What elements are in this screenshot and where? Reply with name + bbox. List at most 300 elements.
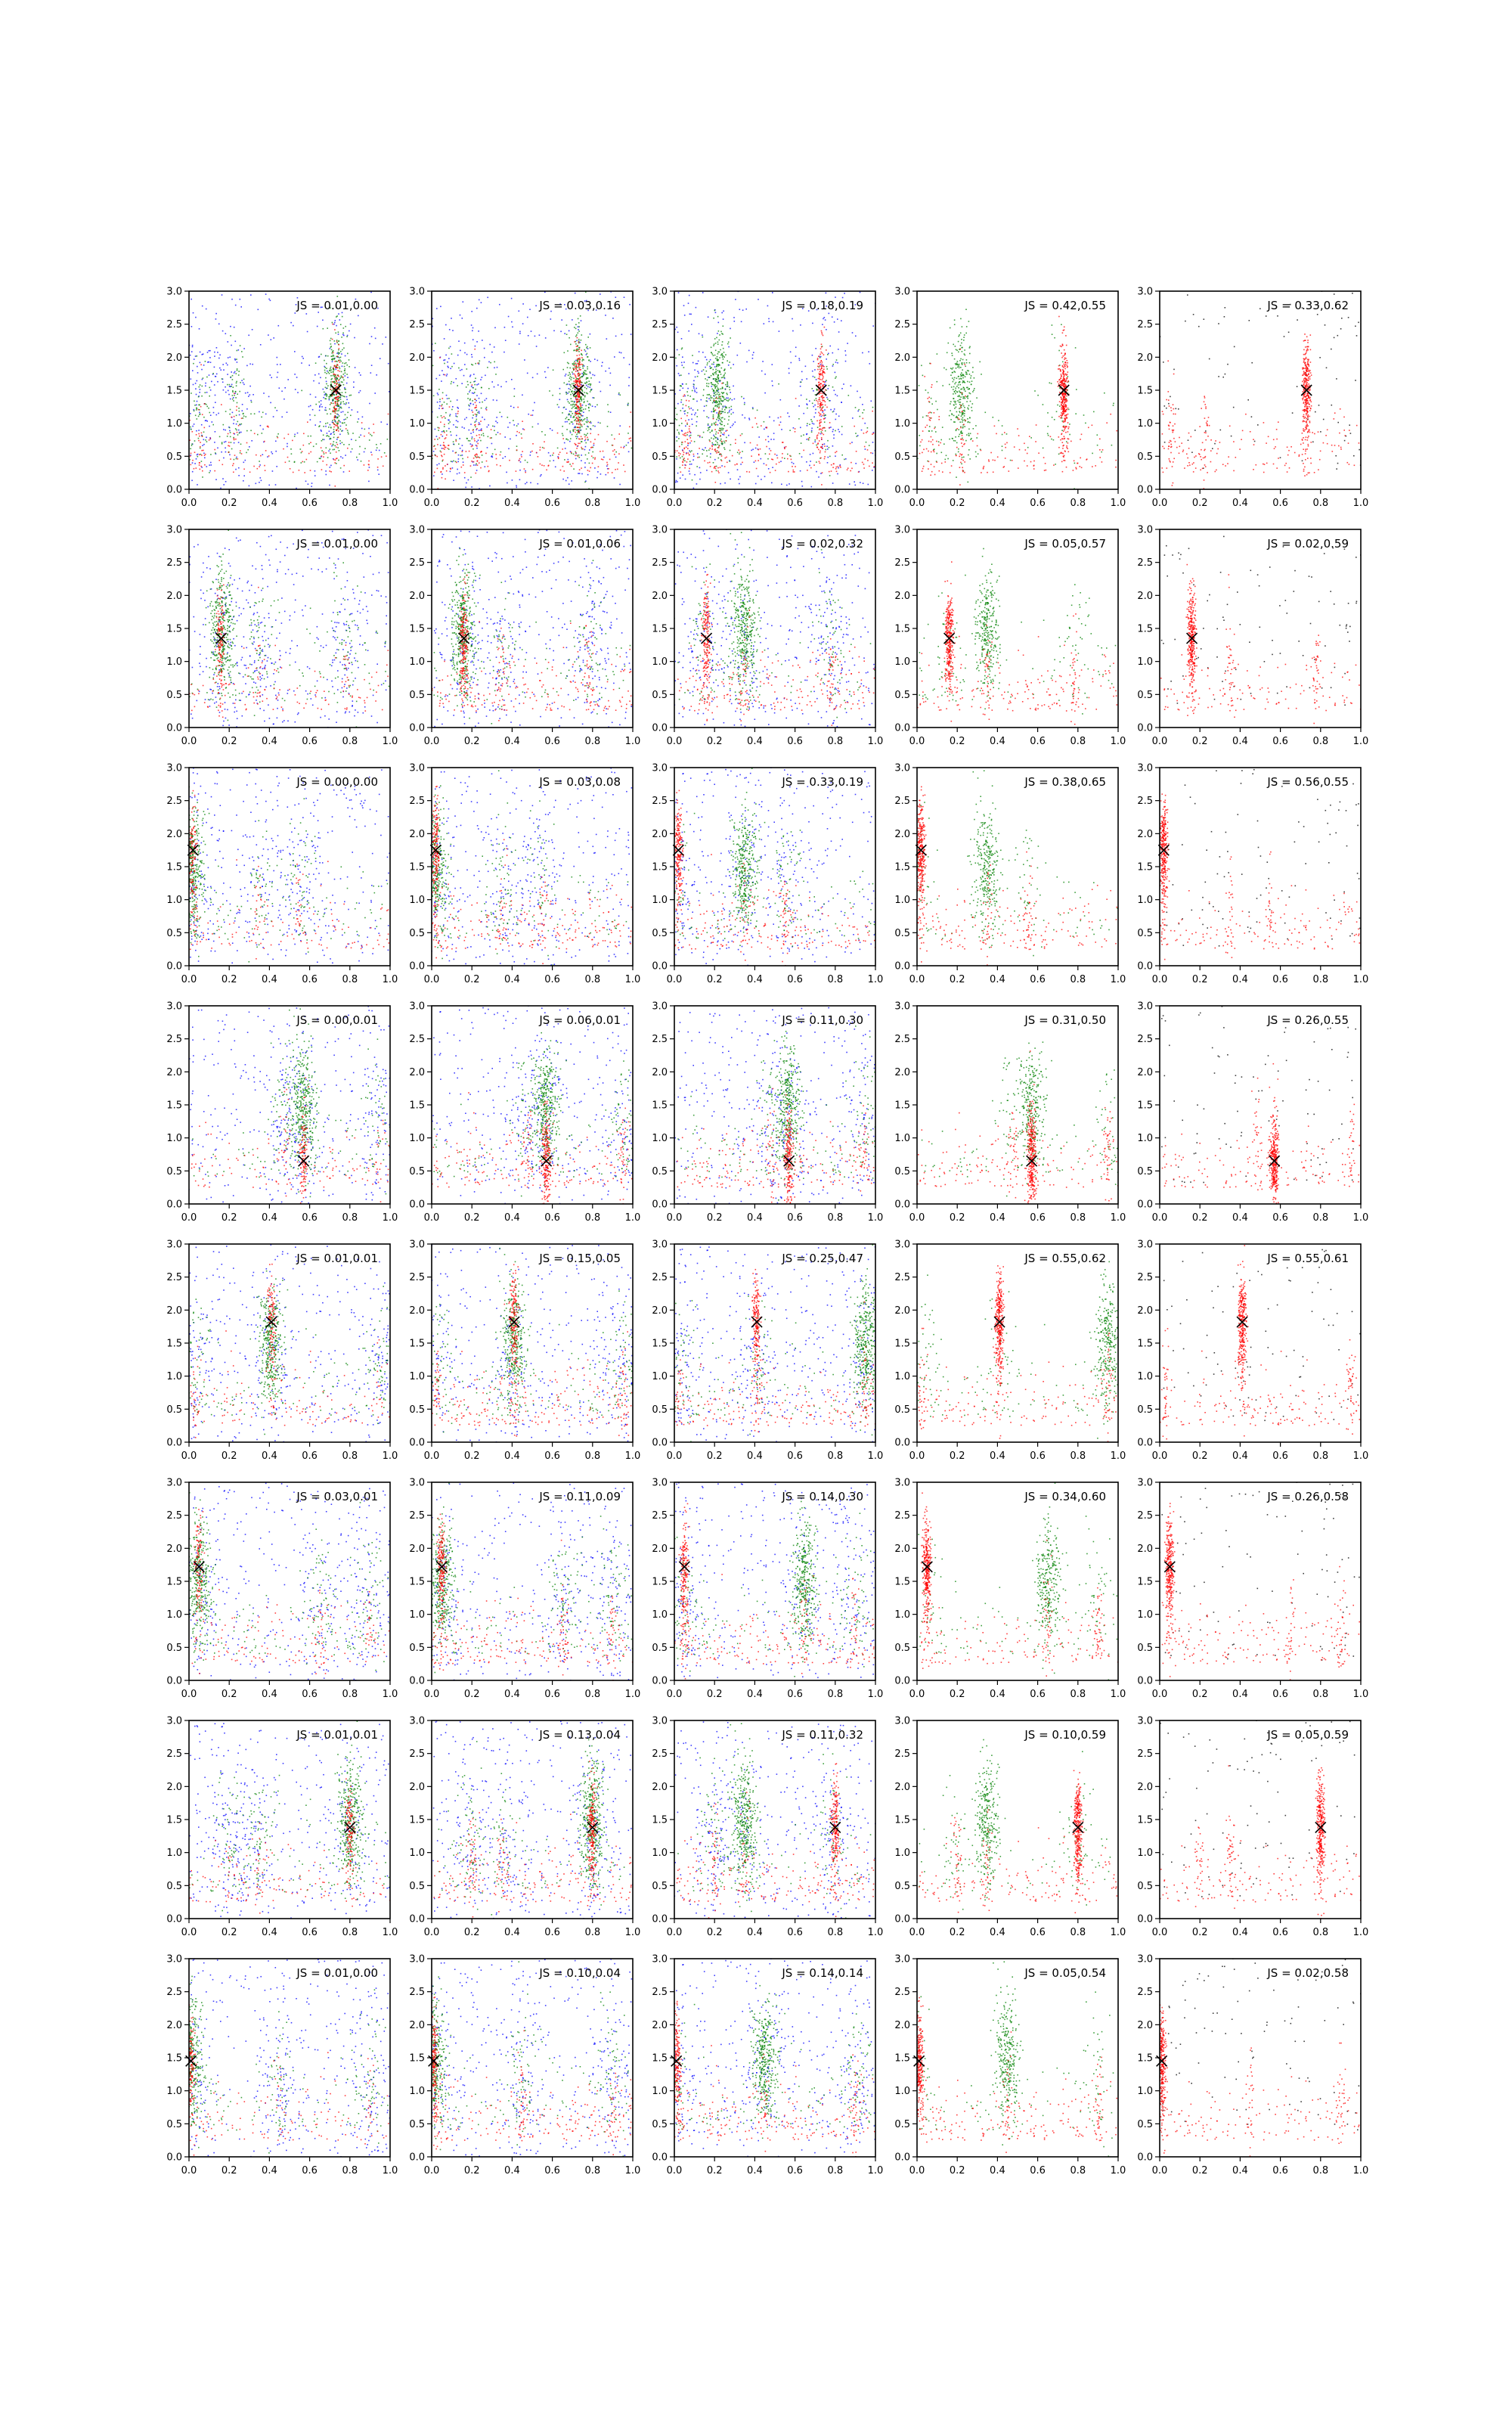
data-point [712,402,714,404]
data-point [579,410,581,411]
data-point [957,417,959,419]
data-point [727,400,728,402]
data-point [803,413,804,414]
data-point [555,467,556,468]
data-point [715,343,717,344]
data-point [720,467,721,468]
data-point [213,412,215,414]
data-point [240,382,241,383]
data-point [815,348,816,349]
data-point [971,380,973,382]
data-point [1064,438,1066,439]
data-point [235,428,237,430]
data-point [594,375,596,377]
data-point [525,472,526,473]
data-point [619,425,621,427]
data-point [832,411,834,413]
data-point [243,480,244,482]
data-point [829,456,831,458]
data-point [969,374,971,375]
data-point [850,470,851,472]
data-point [717,450,718,451]
data-point [820,433,822,435]
data-point [830,409,832,411]
data-point [522,420,523,422]
data-point [844,459,845,461]
data-point [953,401,955,402]
data-point [199,409,200,411]
data-point [801,395,802,396]
data-point [360,390,361,392]
data-point [680,410,682,411]
data-point [720,374,722,375]
data-point [702,334,703,336]
data-point [677,332,679,334]
data-point [772,292,773,293]
data-point [194,409,195,411]
data-point [194,424,195,425]
data-point [690,451,692,453]
data-point [692,424,693,425]
data-point [720,440,721,442]
data-point [1064,374,1065,376]
data-point [725,399,727,400]
data-point [961,416,962,417]
y-tick-label: 3.0 [409,287,425,298]
data-point [437,417,438,418]
data-point [326,381,327,383]
data-point [683,452,685,454]
data-point [820,387,822,389]
data-point [223,389,225,391]
x-tick-label: 0.4 [504,498,520,509]
data-point [584,392,586,393]
data-point [714,388,716,389]
data-point [585,371,587,372]
data-point [575,376,577,377]
data-point [735,421,736,423]
data-point [236,358,237,360]
data-point [349,366,350,368]
data-point [578,419,579,420]
data-point [447,361,448,363]
data-point [702,449,704,451]
data-point [998,420,999,421]
data-point [330,368,331,370]
data-point [277,433,279,435]
data-point [569,372,570,374]
data-point [956,454,957,455]
data-point [587,386,589,388]
data-point [256,455,257,456]
data-point [813,424,815,425]
data-point [816,389,818,391]
data-point [819,378,820,380]
data-point [587,422,588,424]
data-point [964,426,965,427]
data-point [585,344,587,346]
data-point [450,414,451,415]
data-point [260,344,262,346]
data-point [954,383,956,385]
data-point [930,420,931,421]
data-point [570,344,572,346]
data-point [978,453,979,455]
data-point [321,450,323,451]
data-point [968,429,970,430]
data-point [451,461,452,462]
data-point [321,447,322,448]
data-point [773,420,775,422]
data-point [630,438,631,439]
data-point [527,462,528,464]
data-point [549,390,550,392]
data-point [438,427,440,429]
data-point [346,365,348,366]
data-point [958,376,959,377]
data-point [272,453,274,455]
data-point [249,446,250,448]
data-point [594,358,596,360]
data-point [606,474,607,476]
data-point [200,446,201,448]
data-point [582,360,584,361]
data-point [720,414,721,415]
data-point [930,411,931,413]
data-point [343,419,345,420]
data-point [756,468,758,470]
data-point [578,408,579,410]
data-point [822,375,823,377]
data-point [962,394,963,396]
data-point [471,311,472,312]
data-point [687,442,689,444]
data-point [1083,414,1085,416]
data-point [336,315,338,317]
data-point [321,406,323,408]
data-point [960,399,962,400]
data-point [1064,451,1066,452]
data-point [481,430,482,432]
data-point [228,445,229,447]
data-point [332,355,333,357]
data-point [434,472,435,473]
data-point [689,470,690,472]
data-point [192,462,194,464]
data-point [295,389,296,390]
data-point [589,449,590,451]
data-point [956,404,957,405]
x-tick-label: 0.2 [707,498,723,509]
data-point [243,382,244,383]
data-point [718,403,720,405]
data-point [795,428,796,430]
data-point [267,456,268,458]
data-point [798,418,800,420]
data-point [920,442,922,443]
data-point [956,407,957,408]
data-point [959,368,960,369]
data-point [714,366,716,368]
data-point [283,448,284,450]
data-point [445,479,446,480]
data-point [476,448,478,449]
data-point [953,381,954,383]
data-point [723,352,725,353]
data-point [590,467,591,469]
data-point [223,424,225,426]
data-point [581,455,582,456]
data-point [1067,448,1068,449]
data-point [956,447,958,448]
data-point [958,451,959,453]
data-point [336,411,338,412]
data-point [349,444,350,445]
data-point [368,433,370,434]
data-point [330,381,332,383]
data-point [1058,436,1060,438]
data-point [1063,460,1064,461]
data-point [522,395,523,396]
data-point [950,327,951,329]
data-point [1060,371,1061,372]
data-point [342,377,343,378]
data-point [609,368,610,369]
data-point [764,421,765,423]
data-point [574,365,575,366]
data-point [730,427,732,428]
data-point [277,357,278,358]
data-point [689,455,690,456]
data-point [610,373,612,374]
data-point [333,459,335,461]
data-point [930,363,931,365]
data-point [688,330,689,332]
data-point [718,406,720,408]
data-point [680,389,681,391]
data-point [338,384,339,386]
data-point [1066,414,1067,416]
data-point [727,412,729,414]
data-point [335,320,336,321]
data-point [761,458,762,460]
data-point [571,411,572,413]
data-point [330,340,331,342]
data-point [232,412,234,414]
data-point [237,370,238,371]
data-point [987,472,988,473]
data-point [934,474,936,476]
data-point [829,346,831,347]
data-point [240,306,242,308]
data-point [578,424,580,426]
data-point [795,347,797,349]
data-point [213,407,215,408]
data-point [1064,402,1065,404]
data-point [593,397,594,399]
data-point [854,481,855,482]
data-point [682,383,683,385]
data-point [723,400,724,402]
data-point [834,408,835,410]
data-point [962,439,964,441]
data-point [545,337,547,339]
data-point [476,473,477,474]
data-point [961,372,962,374]
data-point [957,400,959,402]
data-point [794,471,795,473]
data-point [817,366,819,368]
data-point [338,405,339,406]
data-point [704,374,705,375]
data-point [689,295,690,296]
data-point [194,358,195,360]
data-point [276,466,277,467]
data-point [1054,337,1055,339]
data-point [191,429,192,430]
data-point [738,479,739,480]
data-point [476,384,478,386]
data-point [707,380,708,381]
data-point [716,412,717,414]
data-point [234,419,235,420]
data-point [1064,413,1065,414]
data-point [713,345,714,346]
data-point [340,426,342,427]
data-point [340,324,342,325]
data-point [581,353,582,355]
data-point [867,449,869,451]
data-point [693,384,695,386]
data-point [596,477,598,479]
data-point [574,417,575,418]
data-point [922,470,923,472]
data-point [959,381,961,383]
data-point [751,455,752,457]
data-point [1060,453,1061,455]
data-point [823,397,825,399]
data-point [337,370,339,371]
data-point [435,343,436,344]
data-point [820,401,821,402]
data-point [963,405,965,407]
data-point [723,355,724,357]
data-point [968,392,970,394]
data-point [696,392,698,393]
data-point [200,352,201,353]
data-point [820,357,821,358]
data-point [822,352,823,354]
data-point [692,409,694,411]
data-point [715,444,717,445]
data-point [822,374,823,375]
data-point [821,352,823,353]
data-point [724,412,726,414]
data-point [211,464,212,466]
data-point [624,296,625,298]
data-point [439,399,441,400]
data-point [444,454,445,455]
data-point [952,414,953,416]
data-point [705,356,706,358]
data-point [730,398,731,399]
data-point [959,484,961,486]
data-point [479,362,480,364]
data-point [472,327,474,329]
data-point [579,457,581,458]
data-point [358,418,360,420]
data-point [219,436,221,438]
data-point [717,416,719,417]
data-point [832,431,834,433]
data-point [820,365,821,367]
data-point [197,366,198,368]
data-point [335,403,336,405]
data-point [472,400,473,402]
data-point [717,444,719,445]
data-point [689,426,690,427]
data-point [1060,414,1061,416]
data-point [471,324,472,326]
data-point [572,377,573,379]
data-point [206,441,208,442]
data-point [968,389,969,390]
data-point [344,363,345,365]
y-tick-label: 1.5 [409,386,425,397]
data-point [961,347,962,349]
data-point [347,430,349,431]
data-point [522,303,524,305]
data-point [1064,368,1066,370]
data-point [631,334,632,335]
data-point [855,336,857,337]
data-point [337,444,339,445]
data-point [697,453,699,455]
data-point [570,376,572,377]
data-point [575,336,577,337]
data-point [709,377,711,378]
data-point [337,375,339,377]
data-point [191,378,192,380]
data-point [308,443,310,445]
data-point [500,433,501,435]
data-point [296,488,297,489]
data-point [521,456,522,458]
data-point [956,430,957,432]
data-point [578,374,580,375]
data-point [387,439,389,440]
data-point [821,431,823,433]
data-point [225,448,226,449]
data-point [572,408,573,409]
data-point [370,434,371,436]
data-point [823,368,825,370]
data-point [231,345,232,346]
data-point [717,389,719,390]
data-point [573,377,575,379]
data-point [535,306,537,307]
data-point [198,440,200,442]
data-point [486,461,488,462]
data-point [723,356,725,358]
data-point [485,453,487,455]
data-point [863,464,865,465]
data-point [811,428,813,430]
data-point [584,370,586,371]
data-point [471,354,472,355]
data-point [577,360,578,361]
data-point [714,449,716,451]
